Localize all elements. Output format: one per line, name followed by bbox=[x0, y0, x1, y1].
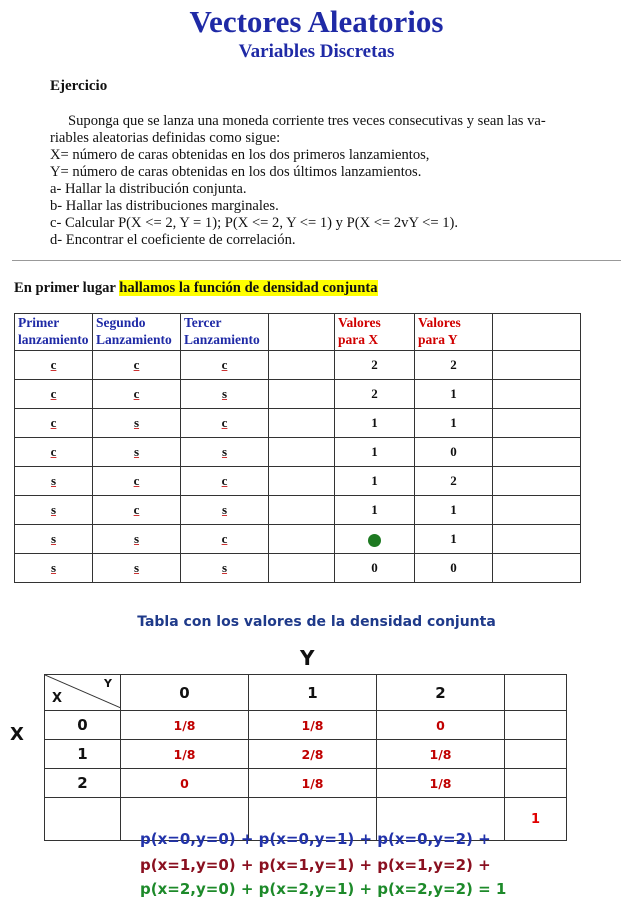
cell-x-marked bbox=[335, 525, 415, 554]
header-valores-y: Valores para Y bbox=[415, 314, 493, 351]
header-segundo: Segundo Lanzamiento bbox=[93, 314, 181, 351]
exercise-line: d- Encontrar el coeficiente de correlación. bbox=[50, 232, 296, 248]
y-value-header bbox=[505, 675, 567, 711]
cell-t3: c bbox=[181, 467, 269, 496]
corner-cell bbox=[45, 675, 121, 711]
table-row bbox=[15, 496, 581, 525]
exercise-text bbox=[50, 113, 590, 249]
joint-table-caption: Tabla con los valores de la densidad conjunta bbox=[137, 614, 496, 630]
total-probability: 1 bbox=[505, 798, 567, 841]
exercise-line: Suponga que se lanza una moneda corriente tres veces consecutivas y sean las va- bbox=[68, 113, 546, 129]
prob-cell: 1/8 bbox=[377, 769, 505, 798]
cell-y: 1 bbox=[415, 380, 493, 409]
cell-t2: c bbox=[93, 351, 181, 380]
prob-cell: 1/8 bbox=[249, 711, 377, 740]
outcomes-table bbox=[14, 313, 581, 583]
cell-t3: s bbox=[181, 554, 269, 583]
x-value-header: 0 bbox=[45, 711, 121, 740]
cell-t1: c bbox=[15, 438, 93, 467]
y-value-header: 1 bbox=[249, 675, 377, 711]
cell-y: 2 bbox=[415, 467, 493, 496]
cell-t1: s bbox=[15, 496, 93, 525]
sum-line-2: p(x=1,y=0) + p(x=1,y=1) + p(x=1,y=2) + bbox=[140, 856, 491, 874]
sum-line-1: p(x=0,y=0) + p(x=0,y=1) + p(x=0,y=2) + bbox=[140, 830, 491, 848]
prob-cell: 1/8 bbox=[377, 740, 505, 769]
exercise-line: Y= número de caras obtenidas en los dos últimos lanzamientos. bbox=[50, 164, 422, 180]
joint-row bbox=[45, 769, 567, 798]
x-value-header: 1 bbox=[45, 740, 121, 769]
cell-y: 1 bbox=[415, 409, 493, 438]
table-row bbox=[15, 438, 581, 467]
cell-t3: c bbox=[181, 409, 269, 438]
exercise-line: a- Hallar la distribución conjunta. bbox=[50, 181, 247, 197]
cell-blank bbox=[493, 438, 581, 467]
prob-cell bbox=[505, 711, 567, 740]
cell-blank bbox=[493, 409, 581, 438]
cell-blank bbox=[493, 525, 581, 554]
cell-y: 1 bbox=[415, 496, 493, 525]
joint-row bbox=[45, 711, 567, 740]
cell-blank bbox=[493, 467, 581, 496]
table-row bbox=[15, 554, 581, 583]
cell-blank bbox=[269, 496, 335, 525]
page-title: Vectores Aleatorios bbox=[189, 4, 444, 39]
sum-line-3: p(x=2,y=0) + p(x=2,y=1) + p(x=2,y=2) = 1 bbox=[140, 880, 507, 898]
cell-t3: c bbox=[181, 351, 269, 380]
cell-blank bbox=[269, 438, 335, 467]
prob-cell: 1/8 bbox=[121, 740, 249, 769]
cell-blank bbox=[493, 351, 581, 380]
prob-cell bbox=[505, 740, 567, 769]
cell-x: 1 bbox=[335, 496, 415, 525]
cell-y: 2 bbox=[415, 351, 493, 380]
joint-row bbox=[45, 740, 567, 769]
cell-t1: s bbox=[15, 467, 93, 496]
x-value-header: 2 bbox=[45, 769, 121, 798]
cell-blank bbox=[269, 525, 335, 554]
table-row bbox=[15, 409, 581, 438]
prob-cell: 0 bbox=[377, 711, 505, 740]
prob-cell: 0 bbox=[121, 769, 249, 798]
joint-header-row bbox=[45, 675, 567, 711]
exercise-line: riables aleatorias definidas como sigue: bbox=[50, 130, 281, 146]
cell-blank bbox=[269, 351, 335, 380]
cell-blank bbox=[269, 380, 335, 409]
cell-t2: s bbox=[93, 409, 181, 438]
prob-cell: 1/8 bbox=[121, 711, 249, 740]
table-row bbox=[15, 525, 581, 554]
cell-t2: s bbox=[93, 554, 181, 583]
prob-cell: 1/8 bbox=[249, 769, 377, 798]
cell-t3: s bbox=[181, 380, 269, 409]
corner-x: X bbox=[52, 691, 63, 706]
cell-x: 1 bbox=[335, 467, 415, 496]
cell-t1: c bbox=[15, 351, 93, 380]
cell-y: 0 bbox=[415, 438, 493, 467]
header-valores-x: Valores para X bbox=[335, 314, 415, 351]
header-primer: Primer lanzamiento bbox=[15, 314, 93, 351]
outcomes-header-row bbox=[15, 314, 581, 351]
y-value-header: 2 bbox=[377, 675, 505, 711]
cell-t3: c bbox=[181, 525, 269, 554]
y-value-header: 0 bbox=[121, 675, 249, 711]
cell-x: 2 bbox=[335, 380, 415, 409]
header-blank bbox=[493, 314, 581, 351]
x-axis-label: X bbox=[10, 724, 24, 745]
cell-x: 2 bbox=[335, 351, 415, 380]
cell-t2: c bbox=[93, 496, 181, 525]
prob-cell bbox=[505, 769, 567, 798]
cell-t1: s bbox=[15, 554, 93, 583]
cell-t2: s bbox=[93, 525, 181, 554]
cell-x: 1 bbox=[335, 409, 415, 438]
header-tercer: Tercer Lanzamiento bbox=[181, 314, 269, 351]
intro-lead: En primer lugar bbox=[14, 280, 116, 296]
header-blank bbox=[269, 314, 335, 351]
cell-blank bbox=[269, 554, 335, 583]
exercise-line: c- Calcular P(X <= 2, Y = 1); P(X <= 2, Y <= 1) y P(X <= 2vY <= 1). bbox=[50, 215, 459, 231]
cell-t1: c bbox=[15, 409, 93, 438]
cell-t1: s bbox=[15, 525, 93, 554]
table-row bbox=[15, 380, 581, 409]
cell-t3: s bbox=[181, 496, 269, 525]
cell-blank bbox=[269, 409, 335, 438]
exercise-heading: Ejercicio bbox=[50, 78, 108, 94]
exercise-line: b- Hallar las distribuciones marginales. bbox=[50, 198, 279, 214]
cell-t2: c bbox=[93, 380, 181, 409]
table-row bbox=[15, 351, 581, 380]
cell-blank bbox=[493, 496, 581, 525]
intro-text bbox=[14, 280, 378, 297]
cell-y: 1 bbox=[415, 525, 493, 554]
cell-x: 0 bbox=[335, 554, 415, 583]
corner-y: Y bbox=[104, 677, 112, 690]
green-dot-marker bbox=[368, 534, 381, 547]
cell-blank bbox=[493, 554, 581, 583]
cell-blank bbox=[493, 380, 581, 409]
table-row bbox=[15, 467, 581, 496]
cell-y: 0 bbox=[415, 554, 493, 583]
exercise-line: X= número de caras obtenidas en los dos primeros lanzamientos, bbox=[50, 147, 430, 163]
divider bbox=[12, 260, 621, 261]
page-subtitle: Variables Discretas bbox=[238, 41, 395, 62]
cell-x: 1 bbox=[335, 438, 415, 467]
cell-blank bbox=[269, 467, 335, 496]
intro-highlight: hallamos la función de densidad conjunta bbox=[119, 280, 378, 296]
cell-t2: s bbox=[93, 438, 181, 467]
blank-cell bbox=[45, 798, 121, 841]
prob-cell: 2/8 bbox=[249, 740, 377, 769]
joint-density-table bbox=[44, 674, 567, 841]
cell-t2: c bbox=[93, 467, 181, 496]
cell-t1: c bbox=[15, 380, 93, 409]
cell-t3: s bbox=[181, 438, 269, 467]
y-axis-label: Y bbox=[300, 646, 315, 670]
